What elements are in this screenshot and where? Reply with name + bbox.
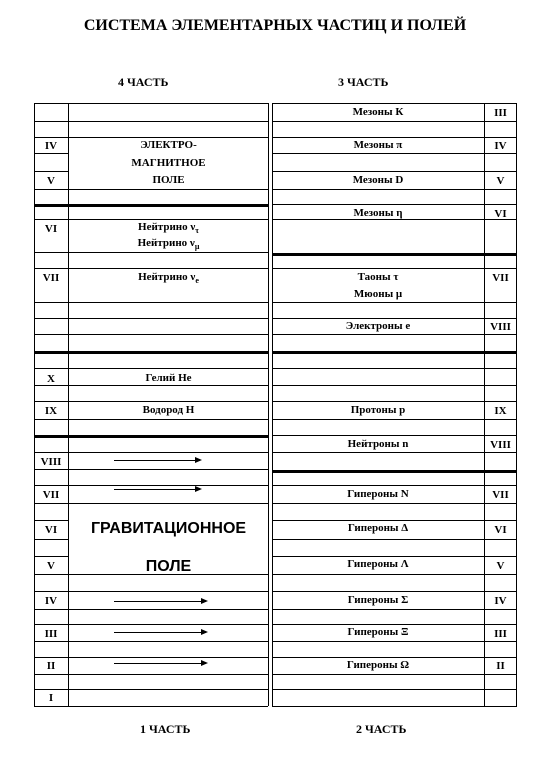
right-roman-vii-lower: VII	[492, 489, 509, 501]
right-roman-iv-upper: IV	[494, 140, 507, 152]
right-roman-iv-lower: IV	[494, 595, 507, 607]
hyperons-xi: Гипероны Ξ	[347, 626, 409, 638]
mesons-d: Мезоны D	[352, 174, 404, 186]
protons: Протоны р	[350, 404, 406, 416]
neutrino-tau: Нейтрино $\nu_\tau$	[138, 221, 199, 236]
hyperons-lambda: Гипероны Λ	[347, 558, 409, 570]
hydrogen: Водород Н	[142, 404, 195, 416]
left-roman-vii-upper: VII	[42, 272, 60, 284]
right-roman-iii-lower: III	[494, 628, 507, 640]
left-roman-v-lower: V	[47, 560, 55, 572]
helium: Гелий Не	[145, 372, 192, 384]
page-title: СИСТЕМА ЭЛЕМЕНТАРНЫХ ЧАСТИЦ И ПОЛЕЙ	[83, 17, 467, 34]
left-roman-iii: III	[44, 628, 58, 640]
mesons-k: Мезоны К	[352, 106, 404, 118]
left-roman-ii: II	[46, 660, 56, 672]
mesons-pi: Мезоны π	[353, 139, 403, 151]
left-roman-ix: IX	[44, 405, 58, 417]
part-1-label: 1 ЧАСТЬ	[140, 722, 191, 736]
left-roman-i: I	[48, 692, 54, 704]
part-2-label: 2 ЧАСТЬ	[356, 722, 407, 736]
neutrino-mu: Нейтрино $\nu_\mu$	[137, 237, 200, 252]
right-roman-vi-lower: VI	[494, 524, 507, 536]
arrow-right-icon	[114, 663, 206, 664]
left-roman-vi-lower: VI	[44, 524, 58, 536]
arrow-right-icon	[114, 632, 206, 633]
right-roman-iii-upper: III	[494, 107, 507, 119]
neutrons: Нейтроны n	[347, 438, 409, 450]
right-roman-viii-lower: VIII	[490, 439, 511, 451]
mesons-eta: Мезоны η	[353, 207, 403, 219]
right-roman-vi-upper: VI	[494, 208, 507, 220]
grav-field-line-2: ПОЛЕ	[145, 558, 192, 575]
right-roman-ii: II	[496, 660, 505, 672]
hyperons-delta: Гипероны Δ	[347, 522, 409, 534]
grav-field-line-1: ГРАВИТАЦИОННОЕ	[90, 520, 247, 537]
part-4-label: 4 ЧАСТЬ	[118, 75, 169, 89]
neutrino-e: Нейтрино $\nu_e$	[138, 271, 199, 286]
em-field-line-2: МАГНИТНОЕ	[131, 157, 206, 169]
hyperons-n: Гипероны N	[347, 488, 409, 500]
arrow-right-icon	[114, 601, 206, 602]
arrow-right-icon	[114, 460, 200, 461]
right-roman-vii-upper: VII	[492, 272, 509, 284]
left-roman-x: X	[47, 373, 55, 385]
taons: Таоны τ	[357, 271, 399, 283]
hyperons-omega: Гипероны Ω	[346, 659, 410, 671]
right-roman-viii-upper: VIII	[490, 321, 511, 333]
muons: Мюоны μ	[353, 288, 403, 300]
em-field-line-3: ПОЛЕ	[152, 174, 185, 186]
left-roman-vi-upper: VI	[44, 223, 58, 235]
right-roman-v-lower: V	[496, 560, 505, 572]
right-roman-v-upper: V	[496, 175, 505, 187]
part-3-label: 3 ЧАСТЬ	[338, 75, 389, 89]
em-field-line-1: ЭЛЕКТРО-	[140, 139, 197, 151]
arrow-right-icon	[114, 489, 200, 490]
left-roman-iv-upper: IV	[44, 140, 58, 152]
electrons: Электроны е	[345, 320, 411, 332]
left-roman-v-upper: V	[47, 175, 55, 187]
hyperons-sigma: Гипероны Σ	[347, 594, 409, 606]
left-roman-vii-lower: VII	[42, 489, 60, 501]
right-roman-ix: IX	[494, 405, 507, 417]
left-roman-viii: VIII	[40, 456, 62, 468]
left-roman-iv-lower: IV	[44, 595, 58, 607]
